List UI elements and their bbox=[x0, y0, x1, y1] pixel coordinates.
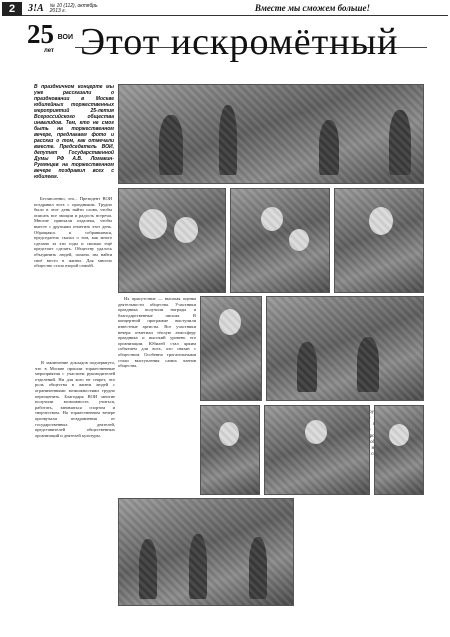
newspaper-logo: З!А bbox=[28, 3, 44, 14]
text-column-3-body: Их присутствие — высокая оценка деятельности общества. Участники праздника получили награды и благодарственные письма. В концертной программе выступили известные артисты. Все участники вечера отметили тёплую атмосферу праздника и высокий уровень его организации. Юбилей стал ярким событием для всех, кто связан с обществом. Особенно трогательными стали выступления самих членов общества. bbox=[118, 296, 196, 369]
header-motto: Вместе мы сможем больше! bbox=[254, 3, 370, 13]
article-intro: В праздничном концерте мы уже рассказали о праздновании в Москве юбилейных торжественных мероприятий 25-летия Всероссийского общества инвалидов. Тем, кто не смог быть на торжественном вечере, предлагаем фото и рассказ о том, как отмечали вместе. Председатель ВОИ, депутат Государственной Думы РФ А.В. Ломакин-Румянцев на торжественном вечере поздравил всех с юбилеем. bbox=[34, 84, 114, 180]
text-column-1-body: Бесчисленно, это... Президент ВОИ поздравил всех с праздником. Трудно было в этот день найти слова, чтобы описать все эмоции и радость встречи. Многие приехали издалека, чтобы вместе с друзьями отметить этот день. Обращаясь к собравшимся, председатель сказал о том, как много сделано за эти годы и сколько ещё предстоит сделать. Обществу удалось объединить людей, помочь им найти своё место в жизни. Для многих общество стало второй семьёй. bbox=[34, 196, 112, 269]
anniversary-unit-bottom: лет bbox=[44, 48, 54, 54]
page-number: 2 bbox=[2, 2, 22, 16]
photo-audience bbox=[266, 296, 424, 401]
photo-two-men bbox=[230, 188, 330, 293]
photo-accordion-player bbox=[264, 405, 370, 495]
photo-woman-flowers bbox=[200, 405, 260, 495]
page-header bbox=[2, 2, 448, 16]
issue-info: № 10 (112), октябрь 2013 г. bbox=[49, 2, 98, 14]
anniversary-unit-top: ВОИ bbox=[57, 34, 73, 41]
photo-group-outdoors bbox=[118, 498, 294, 606]
text-column-2-body: В заключение докладов подчеркнуто, что в Москве прошли торжественные мероприятия с участием руководителей отделений. Ни для кого не секрет, что роль общества в жизни людей с ограниченными возможностями трудно переоценить. Благодаря ВОИ многие получили возможность учиться, работать, заниматься спортом и творчеством. На торжественном вечере прозвучали поздравления от государственных деятелей, представителей общественных организаций и деятелей культуры. bbox=[35, 360, 115, 438]
anniversary-number: 25 bbox=[27, 19, 54, 49]
anniversary-badge bbox=[27, 20, 71, 74]
photo-speaker bbox=[200, 296, 262, 401]
text-column-2 bbox=[35, 360, 115, 605]
article-title: Этот искромётный bbox=[80, 21, 399, 63]
photo-women-group bbox=[118, 188, 226, 293]
text-column-3 bbox=[118, 296, 196, 476]
photo-folk-costume bbox=[374, 405, 424, 495]
photo-ceremony-hall bbox=[118, 84, 424, 184]
photo-woman-portrait bbox=[334, 188, 424, 293]
